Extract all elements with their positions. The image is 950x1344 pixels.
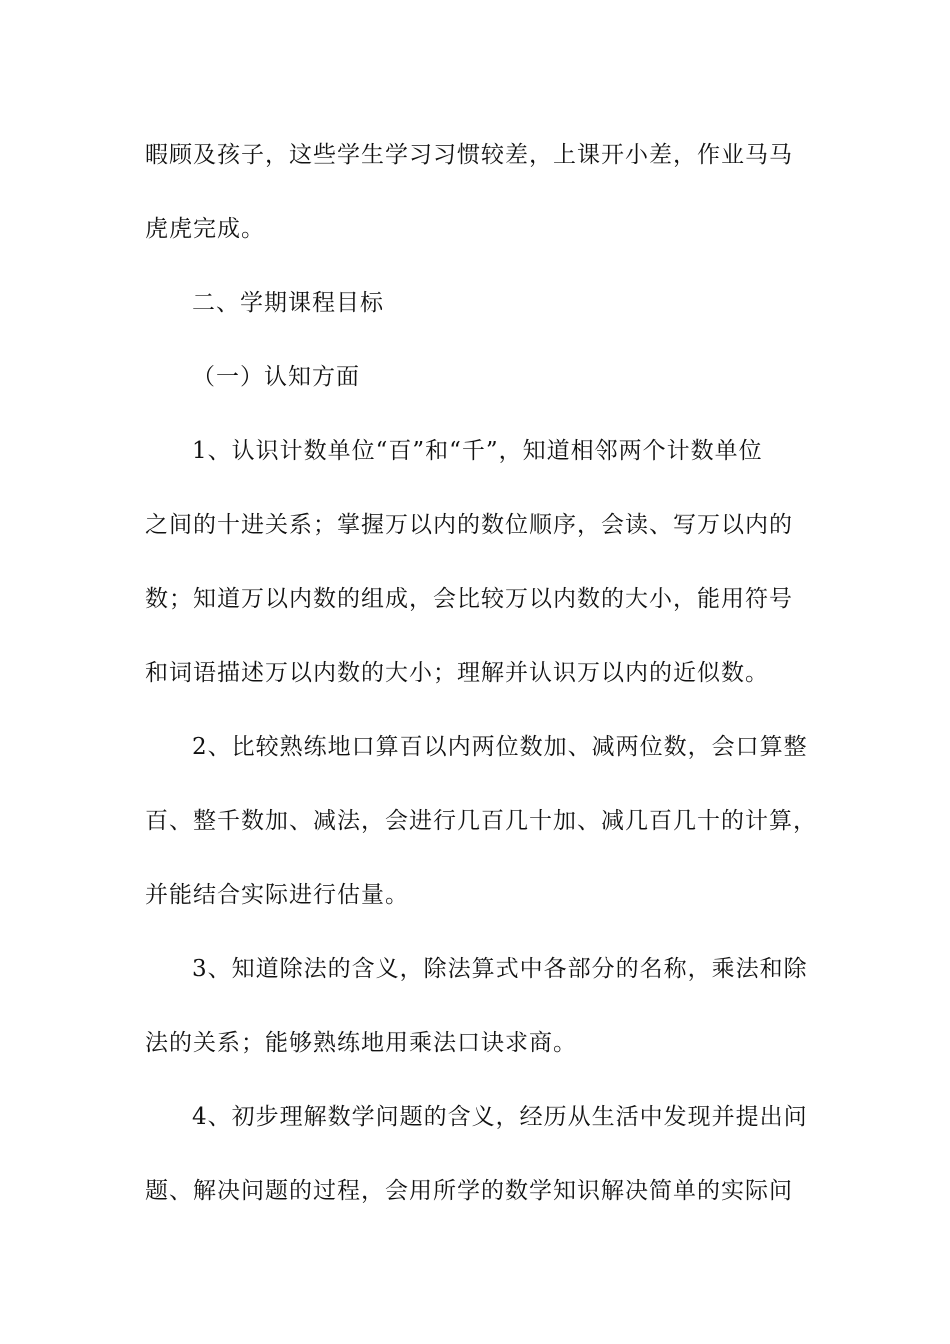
text-line: 4、初步理解数学问题的含义，经历从生活中发现并提出问 bbox=[192, 1104, 808, 1130]
text-line: 暇顾及孩子，这些学生学习习惯较差，上课开小差，作业马马 bbox=[145, 142, 793, 168]
text-line: 百、整千数加、减法，会进行几百几十加、减几百几十的计算， bbox=[145, 808, 817, 834]
text-line: 1、认识计数单位“百”和“千”，知道相邻两个计数单位 bbox=[192, 438, 763, 464]
text-line: 2、比较熟练地口算百以内两位数加、减两位数，会口算整 bbox=[192, 734, 808, 760]
text-line: 题、解决问题的过程，会用所学的数学知识解决简单的实际问 bbox=[145, 1178, 793, 1204]
text-line: 和词语描述万以内数的大小；理解并认识万以内的近似数。 bbox=[145, 660, 769, 686]
text-line: 虎虎完成。 bbox=[145, 216, 265, 242]
section-heading: 二、学期课程目标 bbox=[192, 290, 384, 316]
text-line: 并能结合实际进行估量。 bbox=[145, 882, 409, 908]
text-line: 3、知道除法的含义，除法算式中各部分的名称，乘法和除 bbox=[192, 956, 808, 982]
text-line: 之间的十进关系；掌握万以内的数位顺序，会读、写万以内的 bbox=[145, 512, 793, 538]
text-line: 数；知道万以内数的组成，会比较万以内数的大小，能用符号 bbox=[145, 586, 793, 612]
text-line: 法的关系；能够熟练地用乘法口诀求商。 bbox=[145, 1030, 577, 1056]
subsection-heading: （一）认知方面 bbox=[192, 364, 360, 390]
